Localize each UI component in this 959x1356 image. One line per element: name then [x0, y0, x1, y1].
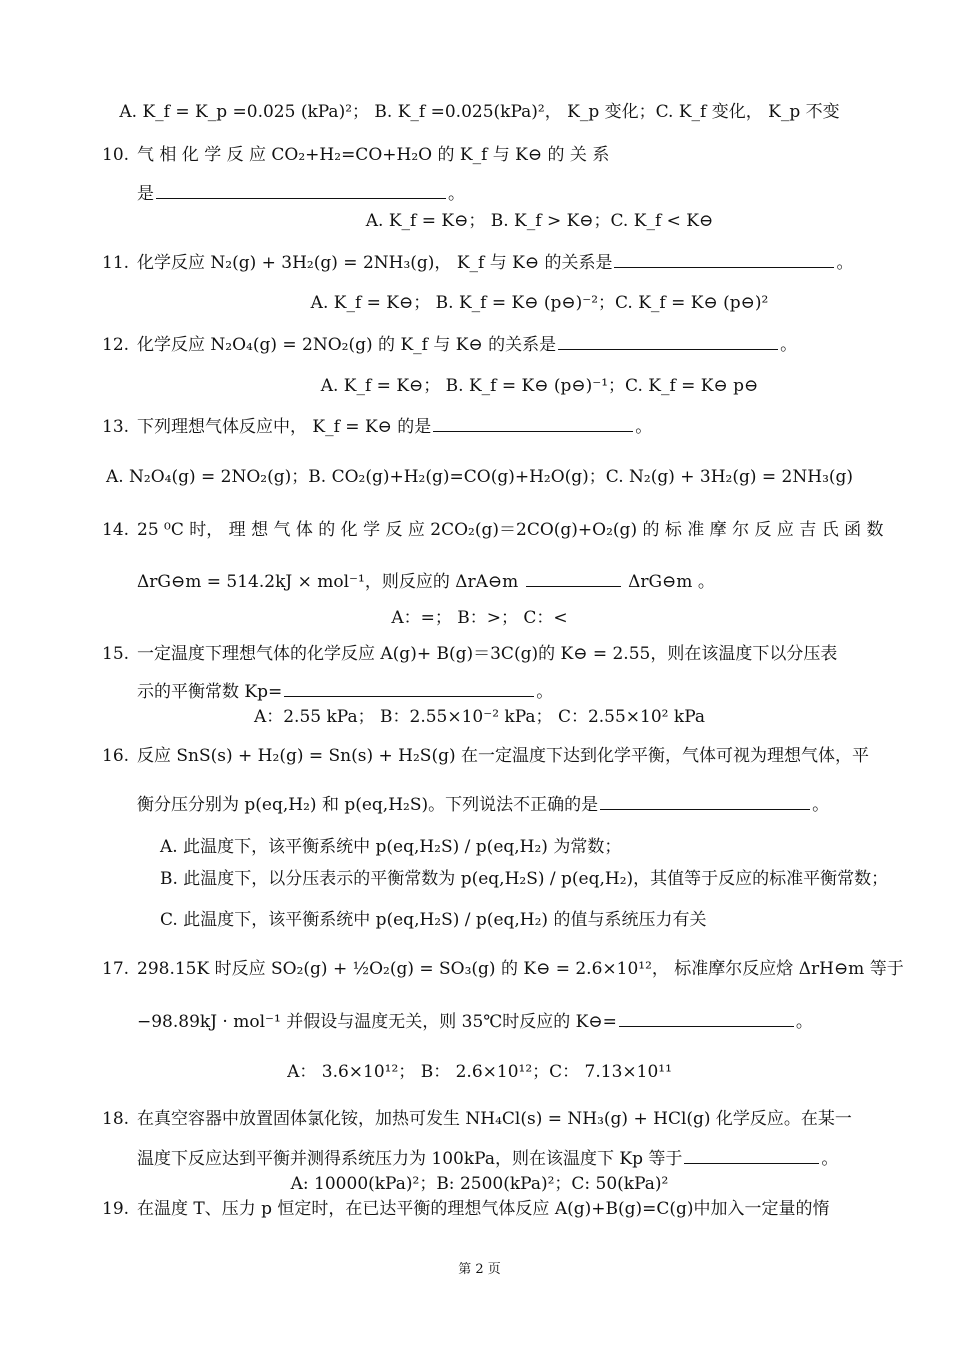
- q13-options: A. N₂O₄(g) = 2NO₂(g)；B. CO₂(g)+H₂(g)=CO(g)+H₂O(g)；C. N₂(g) + 3H₂(g) = 2NH₃(g): [105, 467, 854, 487]
- q17-options: A： 3.6×10¹²； B： 2.6×10¹²；C： 7.13×10¹¹: [287, 1062, 672, 1082]
- answer-blank[interactable]: [600, 808, 810, 810]
- answer-blank[interactable]: [284, 695, 534, 697]
- answer-blank[interactable]: [558, 348, 778, 350]
- page-footer: 第 2 页: [458, 1262, 501, 1277]
- q9-options: A. K_f = K_p =0.025 (kPa)²； B. K_f =0.025(kPa)²， K_p 变化；C. K_f 变化， K_p 不变: [119, 102, 840, 122]
- document-page: A. K_f = K_p =0.025 (kPa)²； B. K_f =0.025(kPa)²， K_p 变化；C. K_f 变化， K_p 不变 10. 气 相 化 学 反 应 CO₂+H₂=CO+H₂O 的 K_f 与 K⊖ 的 关 系 是 。 A. K_f = K⊖； B. K_f > K⊖；C. K_f < K⊖ 11. 化学反应 N₂(g) + 3H₂(g) = 2NH₃(g)， K_f 与 K⊖ 的关系是 。 A. K_f = K⊖； B. K_f = K⊖ (p⊖)⁻²；C. K_f = K⊖ (p⊖)² 12. 化学反应 N₂O₄(g) = 2NO₂(g) 的 K_f 与 K⊖ 的关系是 。 A. K_f = K⊖； B. K_f = K⊖ (p⊖)⁻¹；C. K_f = K⊖ p⊖ 13. 下列理想气体反应中， K_f = K⊖ 的是 。 A. N₂O₄(g) = 2NO₂(g)；B. CO₂(g)+H₂(g)=CO(g)+H₂O(g)；C. N₂(g) + 3H₂(g) = 2NH₃(g) 14. 25 ⁰C 时， 理 想 气 体 的 化 学 反 应 2CO₂(g)＝2CO(g)+O₂(g) 的 标 准 摩 尔 反 应 吉 氏 函 数 ΔrG⊖m = 514.2kJ × mol⁻¹，则反应的 ΔrA⊖m ΔrG⊖m 。 A：=； B：>； C：< 15. 一定温度下理想气体的化学反应 A(g)+ B(g)＝3C(g)的 K⊖ = 2.55，则在该温度下以分压表 示的平衡常数 Kp= 。 A：2.55 kPa； B：2.55×10⁻² kPa； C：2.55×10² kPa 16. 反应 SnS(s) + H₂(g) = Sn(s) + H₂S(g) 在一定温度下达到化学平衡，气体可视为理想气体，平 衡分压分别为 p(eq,H₂) 和 p(eq,H₂S)。下列说法不正确的是 。 A. 此温度下，该平衡系统中 p(eq,H₂S) / p(eq,H₂) 为常数； B. 此温度下，以分压表示的平衡常数为 p(eq,H₂S) / p(eq,H₂)，其值等于反应的标准平衡常数； C. 此温度下，该平衡系统中 p(eq,H₂S) / p(eq,H₂) 的值与系统压力有关 17. 298.15K 时反应 SO₂(g) + ½O₂(g) = SO₃(g) 的 K⊖ = 2.6×10¹²， 标准摩尔反应焓 ΔrH⊖m 等于 −98.89kJ · mol⁻¹ 并假设与温度无关，则 35℃时反应的 K⊖= 。 A： 3.6×10¹²； B： 2.6×10¹²；C： 7.13×10¹¹ 18. 在真空容器中放置固体氯化铵，加热可发生 NH₄Cl(s) = NH₃(g) + HCl(g) 化学反应。在某一 温度下反应达到平衡并测得系统压力为 100kPa，则在该温度下 Kp 等于 。 A: 10000(kPa)²；B: 2500(kPa)²；C: 50(kPa)² 19. 在温度 T、压力 p 恒定时，在已达平衡的理想气体反应 A(g)+B(g)=C(g)中加入一定量的惰 第 2 页: [0, 0, 959, 1356]
- answer-blank[interactable]: [614, 266, 834, 268]
- answer-blank[interactable]: [526, 585, 621, 587]
- q10-number: 10.: [102, 145, 130, 165]
- q10-options: A. K_f = K⊖； B. K_f > K⊖；C. K_f < K⊖: [365, 211, 714, 231]
- q18-options: A: 10000(kPa)²；B: 2500(kPa)²；C: 50(kPa)²: [290, 1174, 669, 1194]
- q12-options: A. K_f = K⊖； B. K_f = K⊖ (p⊖)⁻¹；C. K_f = K⊖ p⊖: [320, 376, 759, 396]
- answer-blank[interactable]: [433, 430, 633, 432]
- q11-options: A. K_f = K⊖； B. K_f = K⊖ (p⊖)⁻²；C. K_f = K⊖ (p⊖)²: [310, 293, 769, 313]
- q15-options: A：2.55 kPa； B：2.55×10⁻² kPa； C：2.55×10² kPa: [253, 707, 706, 727]
- answer-blank[interactable]: [619, 1025, 794, 1027]
- q14-options: A：=； B：>； C：<: [391, 608, 568, 628]
- answer-blank[interactable]: [684, 1162, 819, 1164]
- answer-blank[interactable]: [156, 197, 446, 199]
